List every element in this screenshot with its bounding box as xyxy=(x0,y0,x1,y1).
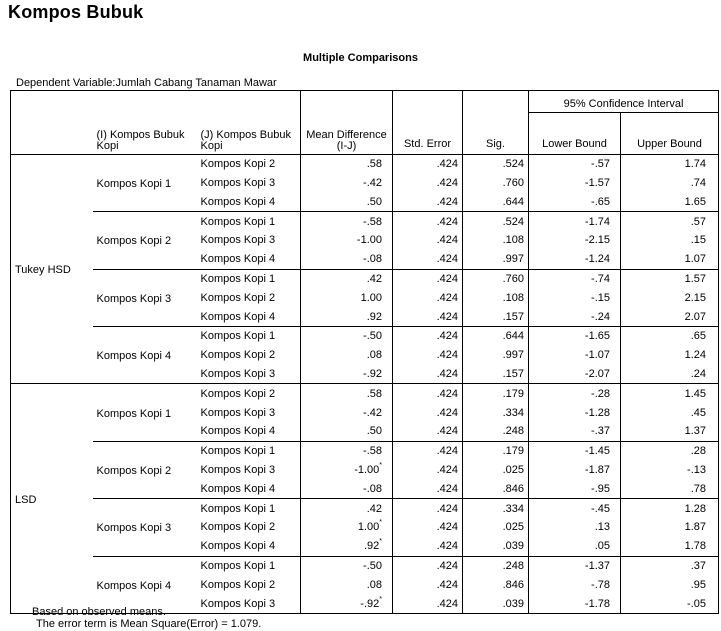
method-label: Tukey HSD xyxy=(11,154,93,384)
cell-j: Kompos Kopi 2 xyxy=(197,154,301,173)
cell-j: Kompos Kopi 2 xyxy=(200,349,276,362)
cell-lower-bound: -.74 xyxy=(529,269,621,288)
table-row xyxy=(11,441,719,460)
header-ci-group: 95% Confidence Interval xyxy=(529,91,719,113)
cell-mean-difference xyxy=(301,269,393,288)
cell-std-error: .424 xyxy=(393,192,463,211)
mean-difference-value: -.50 xyxy=(363,559,382,572)
cell-std-error: .424 xyxy=(393,499,463,518)
cell-std-error: .424 xyxy=(393,461,463,480)
mean-difference-value: -.92 xyxy=(363,367,382,380)
cell-mean-difference xyxy=(301,537,393,556)
cell-j: Kompos Kopi 3 xyxy=(200,406,276,419)
cell-upper-bound: .28 xyxy=(621,441,719,460)
cell-mean-difference xyxy=(301,231,393,250)
cell-mean-difference xyxy=(301,307,393,326)
multiple-comparisons-table xyxy=(10,90,719,614)
table-body xyxy=(11,154,719,613)
cell-sig: .334 xyxy=(463,403,529,422)
cell-mean-difference xyxy=(301,479,393,498)
header-upper-bound: Upper Bound xyxy=(621,112,719,154)
mean-difference-value: -.58 xyxy=(363,445,382,458)
cell-std-error: .424 xyxy=(393,441,463,460)
cell-sig: .334 xyxy=(463,499,529,518)
cell-lower-bound: -1.24 xyxy=(529,250,621,269)
cell-lower-bound: -1.87 xyxy=(529,461,621,480)
cell-mean-difference xyxy=(301,174,393,193)
cell-std-error: .424 xyxy=(393,307,463,326)
cell-lower-bound: -.28 xyxy=(529,384,621,403)
header-std-error: Std. Error xyxy=(393,91,463,155)
mean-difference-value: .58 xyxy=(366,158,382,171)
cell-sig: .157 xyxy=(463,365,529,384)
cell-sig: .025 xyxy=(463,518,529,537)
cell-upper-bound: 1.78 xyxy=(621,537,719,556)
cell-mean-difference xyxy=(301,403,393,422)
cell-upper-bound: 1.07 xyxy=(621,250,719,269)
cell-upper-bound: .15 xyxy=(621,231,719,250)
table-header xyxy=(11,91,719,155)
cell-sig: .039 xyxy=(463,594,529,613)
cell-mean-difference xyxy=(301,499,393,518)
cell-sig: .760 xyxy=(463,174,529,193)
table-row xyxy=(11,269,719,288)
cell-lower-bound: -.78 xyxy=(529,575,621,594)
cell-lower-bound: -1.65 xyxy=(529,326,621,345)
cell-std-error: .424 xyxy=(393,326,463,345)
cell-mean-difference xyxy=(301,384,393,403)
cell-mean-difference xyxy=(301,556,393,575)
cell-sig: .108 xyxy=(463,231,529,250)
cell-mean-difference xyxy=(301,288,393,307)
cell-std-error: .424 xyxy=(393,154,463,173)
footnote-error-term: The error term is Mean Square(Error) = 1.079. xyxy=(36,618,262,630)
cell-upper-bound: 1.57 xyxy=(621,269,719,288)
cell-sig: .108 xyxy=(463,288,529,307)
cell-sig: .157 xyxy=(463,307,529,326)
cell-std-error: .424 xyxy=(393,365,463,384)
cell-mean-difference xyxy=(301,518,393,537)
mean-difference-value: 1.00 xyxy=(360,291,382,304)
cell-upper-bound: .24 xyxy=(621,365,719,384)
cell-sig: .179 xyxy=(463,384,529,403)
cell-upper-bound: -.05 xyxy=(621,594,719,613)
footnote-observed-means: Based on observed means. xyxy=(32,606,166,618)
group-i-label: Kompos Kopi 2 xyxy=(93,212,197,269)
cell-lower-bound: -.24 xyxy=(529,307,621,326)
mean-difference-value: 1.00 xyxy=(357,521,380,534)
cell-upper-bound: .78 xyxy=(621,479,719,498)
table-row xyxy=(11,556,719,575)
cell-upper-bound: .45 xyxy=(621,403,719,422)
header-method xyxy=(11,91,93,155)
mean-difference-value: .50 xyxy=(366,425,382,438)
cell-j: Kompos Kopi 4 xyxy=(200,195,276,208)
cell-upper-bound: -.13 xyxy=(621,461,719,480)
header-lower-bound: Lower Bound xyxy=(529,112,621,154)
cell-std-error: .424 xyxy=(393,346,463,365)
cell-j: Kompos Kopi 4 xyxy=(200,540,276,553)
cell-j: Kompos Kopi 3 xyxy=(200,367,276,380)
cell-upper-bound: .95 xyxy=(621,575,719,594)
mean-difference-value: .42 xyxy=(366,502,382,515)
mean-difference-value: -.58 xyxy=(363,215,382,228)
cell-lower-bound: -1.28 xyxy=(529,403,621,422)
cell-j: Kompos Kopi 4 xyxy=(200,310,276,323)
cell-j: Kompos Kopi 2 xyxy=(197,384,301,403)
cell-lower-bound: -1.45 xyxy=(529,441,621,460)
group-i-label: Kompos Kopi 1 xyxy=(93,154,197,211)
cell-j: Kompos Kopi 1 xyxy=(197,441,301,460)
cell-sig: .524 xyxy=(463,212,529,231)
cell-std-error: .424 xyxy=(393,575,463,594)
cell-lower-bound: -.15 xyxy=(529,288,621,307)
table-row xyxy=(11,212,719,231)
cell-mean-difference xyxy=(301,326,393,345)
cell-std-error: .424 xyxy=(393,212,463,231)
cell-j: Kompos Kopi 4 xyxy=(200,482,276,495)
cell-std-error: .424 xyxy=(393,518,463,537)
cell-std-error: .424 xyxy=(393,594,463,613)
cell-sig: .644 xyxy=(463,192,529,211)
header-sig: Sig. xyxy=(463,91,529,155)
table-row xyxy=(11,154,719,173)
cell-sig: .997 xyxy=(463,250,529,269)
cell-mean-difference xyxy=(301,192,393,211)
cell-upper-bound: .57 xyxy=(621,212,719,231)
mean-difference-value: -.42 xyxy=(363,406,382,419)
group-i-label: Kompos Kopi 1 xyxy=(93,384,197,441)
cell-j: Kompos Kopi 2 xyxy=(200,578,276,591)
dependent-variable-label: Dependent Variable:Jumlah Cabang Tanaman Mawar xyxy=(16,77,277,89)
cell-std-error: .424 xyxy=(393,288,463,307)
mean-difference-value: .92 xyxy=(366,310,382,323)
method-label: LSD xyxy=(11,384,93,614)
mean-difference-value: -1.00 xyxy=(354,463,380,476)
cell-j: Kompos Kopi 4 xyxy=(200,253,276,266)
cell-sig: .760 xyxy=(463,269,529,288)
cell-std-error: .424 xyxy=(393,556,463,575)
cell-std-error: .424 xyxy=(393,422,463,441)
cell-sig: .997 xyxy=(463,346,529,365)
mean-difference-value: -.50 xyxy=(363,330,382,343)
cell-j: Kompos Kopi 2 xyxy=(200,521,276,534)
table-row xyxy=(11,499,719,518)
cell-j: Kompos Kopi 3 xyxy=(200,597,276,610)
cell-lower-bound: -2.07 xyxy=(529,365,621,384)
cell-mean-difference xyxy=(301,346,393,365)
cell-lower-bound: -1.07 xyxy=(529,346,621,365)
mean-difference-value: .58 xyxy=(366,387,382,400)
cell-upper-bound: 2.15 xyxy=(621,288,719,307)
mean-difference-value: -.92 xyxy=(360,597,380,610)
page-title: Kompos Bubuk xyxy=(8,2,144,22)
cell-upper-bound: 1.87 xyxy=(621,518,719,537)
cell-lower-bound: -1.37 xyxy=(529,556,621,575)
cell-mean-difference xyxy=(301,212,393,231)
table-row xyxy=(11,384,719,403)
cell-j: Kompos Kopi 1 xyxy=(197,326,301,345)
cell-lower-bound: -.45 xyxy=(529,499,621,518)
cell-sig: .025 xyxy=(463,461,529,480)
cell-lower-bound: .13 xyxy=(529,518,621,537)
cell-j: Kompos Kopi 3 xyxy=(200,234,276,247)
cell-std-error: .424 xyxy=(393,403,463,422)
significance-marker: * xyxy=(379,461,382,469)
group-i-label: Kompos Kopi 2 xyxy=(93,441,197,498)
cell-mean-difference xyxy=(301,441,393,460)
cell-lower-bound: -.57 xyxy=(529,154,621,173)
cell-j: Kompos Kopi 4 xyxy=(200,425,276,438)
cell-upper-bound: 1.45 xyxy=(621,384,719,403)
cell-lower-bound: .05 xyxy=(529,537,621,556)
cell-sig: .248 xyxy=(463,556,529,575)
cell-lower-bound: -1.57 xyxy=(529,174,621,193)
cell-std-error: .424 xyxy=(393,250,463,269)
cell-j: Kompos Kopi 1 xyxy=(197,556,301,575)
group-i-label: Kompos Kopi 4 xyxy=(93,556,197,613)
cell-sig: .644 xyxy=(463,326,529,345)
cell-lower-bound: -1.78 xyxy=(529,594,621,613)
cell-j: Kompos Kopi 1 xyxy=(197,212,301,231)
cell-sig: .846 xyxy=(463,479,529,498)
mean-difference-value: -.42 xyxy=(363,176,382,189)
significance-marker: * xyxy=(379,538,382,546)
header-i: (I) Kompos Bubuk Kopi xyxy=(96,128,185,152)
cell-j: Kompos Kopi 2 xyxy=(200,291,276,304)
mean-difference-value: .42 xyxy=(366,272,382,285)
cell-upper-bound: 2.07 xyxy=(621,307,719,326)
mean-difference-value: -.08 xyxy=(363,253,382,266)
table-row xyxy=(11,326,719,345)
cell-sig: .524 xyxy=(463,154,529,173)
cell-std-error: .424 xyxy=(393,479,463,498)
mean-difference-value: .50 xyxy=(366,195,382,208)
cell-mean-difference xyxy=(301,575,393,594)
cell-lower-bound: -2.15 xyxy=(529,231,621,250)
cell-upper-bound: .65 xyxy=(621,326,719,345)
cell-j: Kompos Kopi 1 xyxy=(197,269,301,288)
significance-marker: * xyxy=(379,519,382,527)
cell-lower-bound: -.37 xyxy=(529,422,621,441)
mean-difference-value: -.08 xyxy=(363,482,382,495)
cell-mean-difference xyxy=(301,594,393,613)
cell-sig: .846 xyxy=(463,575,529,594)
cell-j: Kompos Kopi 1 xyxy=(197,499,301,518)
cell-upper-bound: 1.24 xyxy=(621,346,719,365)
cell-mean-difference xyxy=(301,250,393,269)
table-caption: Multiple Comparisons xyxy=(303,52,418,64)
cell-j: Kompos Kopi 3 xyxy=(200,176,276,189)
cell-std-error: .424 xyxy=(393,537,463,556)
header-mean-difference: Mean Difference (I-J) xyxy=(301,91,393,155)
mean-difference-value: .08 xyxy=(366,349,382,362)
cell-std-error: .424 xyxy=(393,384,463,403)
group-i-label: Kompos Kopi 4 xyxy=(93,326,197,383)
cell-std-error: .424 xyxy=(393,174,463,193)
cell-upper-bound: .37 xyxy=(621,556,719,575)
cell-std-error: .424 xyxy=(393,231,463,250)
cell-upper-bound: 1.65 xyxy=(621,192,719,211)
header-j: (J) Kompos Bubuk Kopi xyxy=(200,128,291,152)
cell-lower-bound: -.95 xyxy=(529,479,621,498)
cell-lower-bound: -.65 xyxy=(529,192,621,211)
cell-mean-difference xyxy=(301,154,393,173)
group-i-label: Kompos Kopi 3 xyxy=(93,499,197,556)
cell-sig: .248 xyxy=(463,422,529,441)
significance-marker: * xyxy=(379,595,382,603)
cell-mean-difference xyxy=(301,461,393,480)
cell-sig: .179 xyxy=(463,441,529,460)
mean-difference-value: .92 xyxy=(363,540,380,553)
cell-mean-difference xyxy=(301,422,393,441)
group-i-label: Kompos Kopi 3 xyxy=(93,269,197,326)
mean-difference-value: -1.00 xyxy=(356,234,382,247)
cell-j: Kompos Kopi 3 xyxy=(200,463,276,476)
cell-sig: .039 xyxy=(463,537,529,556)
cell-upper-bound: 1.28 xyxy=(621,499,719,518)
mean-difference-value: .08 xyxy=(366,578,382,591)
cell-upper-bound: 1.37 xyxy=(621,422,719,441)
cell-upper-bound: .74 xyxy=(621,174,719,193)
cell-mean-difference xyxy=(301,365,393,384)
cell-lower-bound: -1.74 xyxy=(529,212,621,231)
cell-upper-bound: 1.74 xyxy=(621,154,719,173)
cell-std-error: .424 xyxy=(393,269,463,288)
